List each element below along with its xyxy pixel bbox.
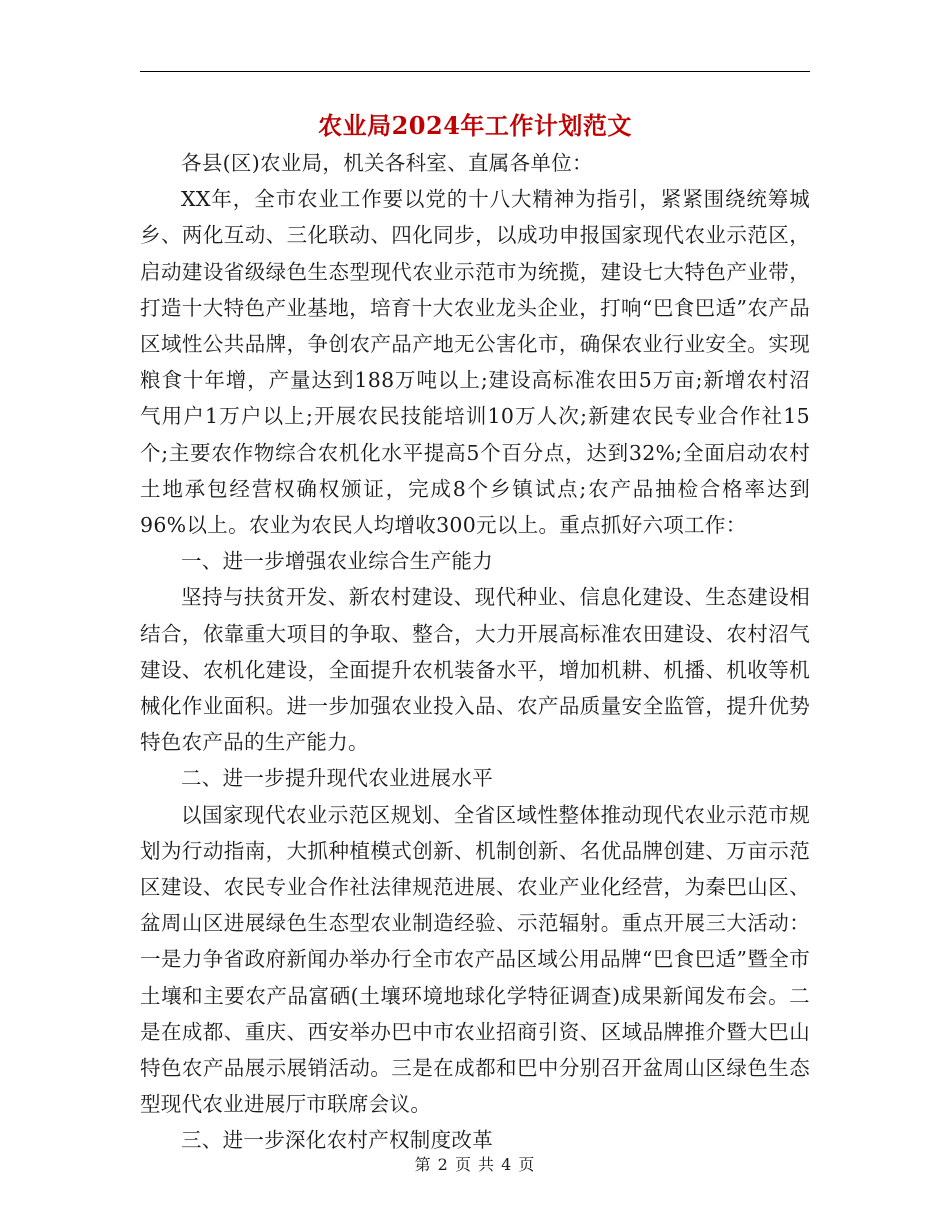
document-title: 农业局2024年工作计划范文 xyxy=(318,111,632,140)
section-heading-3: 三、进一步深化农村产权制度改革 xyxy=(181,1128,493,1153)
section-body-1: 坚持与扶贫开发、新农村建设、现代种业、信息化建设、生态建设相结合，依靠重大项目的争取、整合，大力开展高标准农田建设、农村沼气建设、农机化建设，全面提升农机装备水平，增加机耕、机播、机收等机械化作业面积。进一步加强农业投入品、农产品质量安全监管，提升优势特色农产品的生产能力。 xyxy=(140,585,810,755)
intro-paragraph: XX年，全市农业工作要以党的十八大精神为指引，紧紧围绕统筹城乡、两化互动、三化联动、四化同步，以成功申报国家现代农业示范区，启动建设省级绿色生态型现代农业示范市为统揽，建设七大特色产业带，打造十大特色产业基地，培育十大农业龙头企业，打响“巴食巴适”农产品区域性公共品牌，争创农产品产地无公害化市，确保农业行业安全。实现粮食十年增，产量达到188万吨以上;建设高标准农田5万亩;新增农村沼气用户1万户以上;开展农民技能培训10万人次;新建农民专业合作社15个;主要农作物综合农机化水平提高5个百分点，达到32%;全面启动农村土地承包经营权确权颁证，完成8个乡镇试点;农产品抽检合格率达到96%以上。农业为农民人均增收300元以上。重点抓好六项工作： xyxy=(140,187,810,538)
salutation-paragraph: 各县(区)农业局，机关各科室、直属各单位： xyxy=(181,151,593,175)
document-body xyxy=(140,145,810,1159)
section-heading-2: 二、进一步提升现代农业进展水平 xyxy=(181,766,493,791)
section-heading-1: 一、进一步增强农业综合生产能力 xyxy=(181,549,493,574)
header-rule xyxy=(140,71,810,72)
page-number-footer: 第 2 页 共 4 页 xyxy=(414,1155,536,1174)
section-body-2: 以国家现代农业示范区规划、全省区域性整体推动现代农业示范市规划为行动指南，大抓种植模式创新、机制创新、名优品牌创建、万亩示范区建设、农民专业合作社法律规范进展、农业产业化经营，为秦巴山区、盆周山区进展绿色生态型农业制造经验、示范辐射。重点开展三大活动：一是力争省政府新闻办举办行全市农产品区域公用品牌“巴食巴适”暨全市土壤和主要农产品富硒(土壤环境地球化学特征调查)成果新闻发布会。二是在成都、重庆、西安举办巴中市农业招商引资、区域品牌推介暨大巴山特色农产品展示展销活动。三是在成都和巴中分别召开盆周山区绿色生态型现代农业进展厅市联席会议。 xyxy=(140,802,810,1117)
